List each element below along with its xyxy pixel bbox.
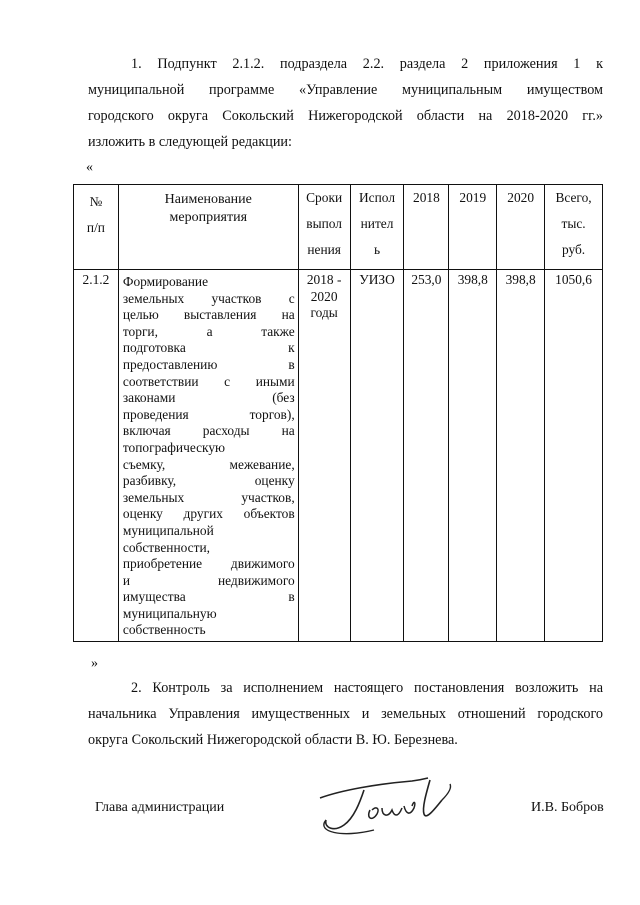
program-table (73, 184, 603, 642)
cell-num (74, 270, 119, 642)
paragraph-2-line: начальника Управления имущественных и земельных отношений городского (88, 706, 603, 722)
signatory-name: И.В. Бобров (531, 800, 604, 815)
header-2019 (449, 185, 497, 270)
cell-term-line: годы (310, 305, 338, 321)
cell-name-line: торги, а также (122, 323, 295, 339)
cell-name-line: муниципальную (122, 605, 217, 621)
header-executor (350, 185, 404, 270)
paragraph-1 (88, 51, 603, 77)
header-num-line: № (89, 194, 103, 209)
cell-name-line: муниципальной (122, 522, 214, 538)
cell-2018 (404, 270, 449, 642)
paragraph-2 (88, 675, 603, 753)
header-2020 (497, 185, 545, 270)
cell-name-text (119, 272, 298, 641)
table-row (74, 270, 603, 642)
cell-name-line: разбивку, оценку (122, 473, 295, 489)
cell-name-line: съемку, межевание, (122, 456, 295, 472)
header-total-line: тыс. (561, 216, 586, 231)
cell-name-line: земельных участков с (122, 290, 295, 306)
header-executor-line: Испол (359, 190, 395, 205)
cell-name-line: соответствии с иными (122, 373, 295, 389)
close-quote: » (91, 656, 98, 671)
signatory-position: Глава администрации (95, 800, 225, 815)
paragraph-1-line: городского округа Сокольский Нижегородской области на 2018-2020 гг.» (88, 108, 603, 124)
cell-total-value: 1050,6 (555, 272, 592, 287)
header-2018 (404, 185, 449, 270)
header-total-line: руб. (561, 242, 586, 257)
header-total-line: Всего, (555, 190, 592, 205)
cell-name-line: предоставлению в (122, 356, 295, 372)
header-term-line: нения (307, 242, 341, 257)
header-2020-label: 2020 (507, 190, 535, 205)
header-2019-label: 2019 (459, 190, 487, 205)
cell-name-line: законами (без (122, 390, 295, 406)
cell-name-line: собственности, (122, 539, 210, 555)
header-num (74, 185, 119, 270)
header-total (545, 185, 603, 270)
cell-2020-value: 398,8 (505, 272, 536, 287)
paragraph-1-rest (88, 77, 603, 155)
cell-name-line: земельных участков, (122, 489, 295, 505)
header-num-line: п/п (86, 220, 105, 235)
cell-name-line: Формирование (122, 274, 209, 289)
header-2018-label: 2018 (413, 190, 440, 205)
cell-executor (350, 270, 404, 642)
cell-name-line: оценку других объектов (122, 506, 295, 522)
cell-name-line: подготовка к (122, 340, 295, 356)
cell-2019 (449, 270, 497, 642)
cell-2018-value: 253,0 (411, 272, 442, 287)
cell-name-line: проведения торгов), (122, 406, 295, 422)
table-header-row (74, 185, 603, 270)
cell-name-line: топографическую (122, 439, 226, 455)
header-term-line: выпол (306, 216, 342, 231)
cell-term-line: 2020 (310, 288, 338, 304)
header-name (118, 185, 298, 270)
cell-name-line: целью выставления на (122, 307, 295, 323)
cell-name-line: имущества в (122, 589, 295, 605)
paragraph-1-line: изложить в следующей редакции: (88, 134, 292, 150)
cell-name-line: приобретение движимого (122, 556, 295, 572)
header-name-line: Наименование (164, 192, 252, 207)
header-name-line: мероприятия (169, 210, 248, 225)
header-executor-line: нител (360, 216, 394, 231)
cell-num-value: 2.1.2 (82, 272, 110, 287)
cell-executor-value: УИЗО (359, 272, 395, 287)
header-term (298, 185, 350, 270)
header-executor-line: ь (373, 242, 381, 257)
open-quote: « (86, 160, 93, 175)
paragraph-2-line: 2. Контроль за исполнением настоящего постановления возложить на (131, 680, 603, 696)
cell-name-line: включая расходы на (122, 423, 295, 439)
cell-name (118, 270, 298, 642)
handwritten-signature (302, 770, 472, 840)
cell-term-line: 2018 - (306, 272, 342, 287)
paragraph-1-line: 1. Подпункт 2.1.2. подраздела 2.2. раздела 2 приложения 1 к (131, 56, 603, 72)
cell-total (545, 270, 603, 642)
cell-name-line: собственность (122, 622, 206, 638)
paragraph-1-line: муниципальной программе «Управление муниципальным имуществом (88, 82, 603, 98)
header-term-line: Сроки (306, 190, 343, 205)
cell-term (298, 270, 350, 642)
cell-2020 (497, 270, 545, 642)
cell-name-line: и недвижимого (122, 572, 295, 588)
cell-2019-value: 398,8 (457, 272, 488, 287)
paragraph-2-line: округа Сокольский Нижегородской области В. Ю. Березнева. (88, 732, 458, 748)
